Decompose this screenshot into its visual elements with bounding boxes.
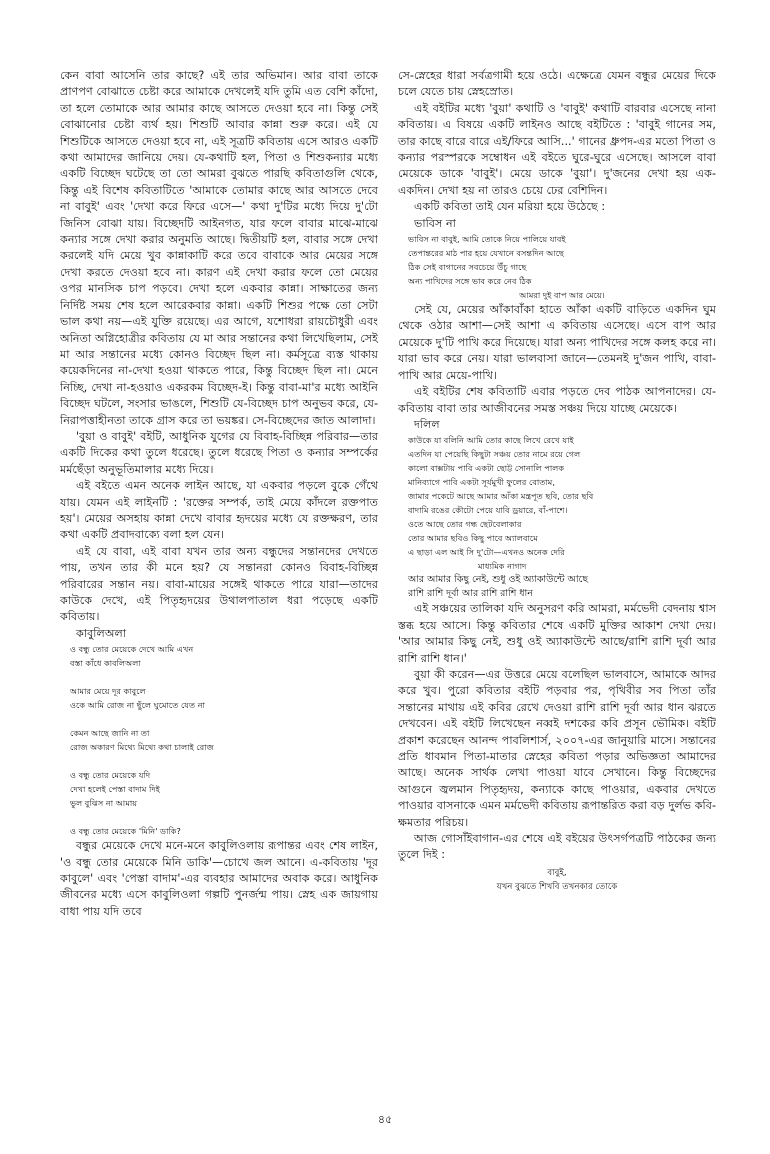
- poem-line: ওতে আছে তোর গন্ধ ছেটবেলাকার: [408, 519, 522, 530]
- paragraph: সে-স্নেহের ধারা সর্বত্রগামী হয়ে ওঠে। এক্ষেত্রে যেমন বন্ধুর মেয়ের দিকে চলে যেতে চায় স্নেহস্রোত।: [398, 69, 716, 99]
- poem-line: ওকে আমি রোজ না ছুঁলে ঘুমোতে যেত না: [70, 700, 205, 711]
- poem-line: আর আমার কিছু নেই, শুধু ওই অ্যাকাউন্টে আছে: [408, 574, 588, 586]
- poem-line: রোজ অকারণ মিথ্যে মিথ্যে কথা চালাই রোজ: [70, 742, 214, 753]
- page-number: ৪৫: [377, 1113, 393, 1126]
- dedication-line: বাবুই,: [547, 867, 567, 878]
- book-page: [60, 68, 716, 1108]
- poem-line: বস্তা কাঁধে কাবলিঅলা: [70, 658, 141, 669]
- poem-line: আমার মেয়ে দূর কাবুলে: [70, 686, 146, 697]
- poem-line: তেপান্তরের মাঠ পার হয়ে যেখানে বসন্তদিন আছে: [408, 248, 565, 259]
- left-column: [60, 68, 378, 1108]
- poem-line: রাশি রাশি দূর্বা আর রাশি রাশি ধান: [408, 588, 533, 600]
- poem-line: আমরা দুই বাপ আর মেয়ে।: [519, 290, 605, 301]
- poem-line: কালো বাক্সটায় পাবি একটা ছোট্ট সোনালি পালক: [408, 463, 565, 474]
- poem-title: কাবুলিঅলা: [76, 626, 127, 640]
- poem-line: মানিব্যাগে পাবি একটা সূর্যমুখী ফুলের বোতাম,: [408, 477, 555, 488]
- paragraph: এই বইটির মধ্যে 'বুয়া' কথাটি ও 'বাবুই' কথাটি বারবার এসেছে নানা কবিতায়। এ বিষয়ে একটি লাইনও আছে বইটিতে : 'বাবুই গানের সম, তার কাছে বারে বারে এই/ফিরে আসি...' গানের ধ্রুপদ-এর মতো পিতা ও কন্যার পরস্পরকে সম্বোধন এই বইতে ঘুরে-ঘুরে এসেছে। আসলে বাবা মেয়েকে ডাকে 'বাবুই'। মেয়ে ডাকে 'বুয়া'। দু'জনের দেখা হয় এক-একদিন। দেখা হয় না তারও চেয়ে ঢের বেশিদিন।: [398, 101, 716, 197]
- paragraph: কেন বাবা আসেনি তার কাছে? এই তার অভিমান। আর বাবা তাকে প্রাণপণ বোঝাতে চেষ্টা করে আমাকে দেখলেই যদি তুমি এত বেশি কাঁদো, তা হলে তোমাকে আর আমার কাছে আসতে দেওয়া হবে না। কিন্তু সেই বোঝানোর চেষ্টা ব্যর্থ হয়। শিশুটি আবার কান্না শুরু করে। এই যে শিশুটিকে আসতে দেওয়া হবে না, এই সূত্রটি কবিতায় এসে আরও একটি কথা আমাদের জানিয়ে দেয়। যে-কথাটি হল, পিতা ও শিশুকন্যার মধ্যে একটি বিচ্ছেদ ঘটেছে তা তো আমরা বুঝতে পারছি কবিতাগুলি থেকে, কিন্তু এই বিশেষ কবিতাটিতে 'আমাকে তোমার কাছে আর আসতে দেবে না বাবুই' এবং 'দেখা করে ফিরে এসে—' কথা দু'টির মধ্যে দিয়ে দু'টো জিনিস বোঝা যায়। বিচ্ছেদটি আইনগত, যার ফলে বাবার মাঝে-মাঝে কন্যার সঙ্গে দেখা করার অনুমতি আছে। দ্বিতীয়টি হল, বাবার সঙ্গে দেখা করলেই যদি মেয়ে খুব কান্নাকাটি করে তবে বাবাকে আর মেয়ের সঙ্গে দেখা করতে দেওয়া হবে না। কারণ এই দেখা করার ফলে তো মেয়ের ওপর মানসিক চাপ পড়বে। দেখা হলে একবার কান্না। সাক্ষাতের জন্য নির্দিষ্ট সময় শেষ হলে আরেকবার কান্না। একটি শিশুর পক্ষে তো সেটা ভাল কথা নয়—এই যুক্তি রয়েছে। এর আগে, যশোধরা রায়চৌধুরী এবং অনিতা অগ্নিহোত্রীর কবিতায় যে মা আর সন্তানের কথা লিখেছিলাম, সেই মা আর সন্তানের মধ্যে কোনও বিচ্ছেদ ছিল না। কর্মসূত্রে ব্যস্ত থাকায় কয়েকদিনের না-দেখা হওয়া থাকতে পারে, কিন্তু বিচ্ছেদ ছিল না। মেনে নিচ্ছি, দেখা না-হওয়াও একরকম বিচ্ছেদ-ই। কিন্তু বাবা-মা'র মধ্যে আইনি বিচ্ছেদ ঘটলে, সংসার ভাঙলে, শিশুটি যে-বিচ্ছেদ চাপ অনুভব করে, যে-নিরাপত্তাহীনতা তাকে গ্রাস করে তা ভয়ঙ্কর। সে-বিচ্ছেদের জাত আলাদা।: [60, 69, 378, 427]
- poem-line: বাদামি রঙের কৌটো পেয়ে যাবি ড্রয়ারে, বাঁ-পাশে।: [408, 505, 568, 516]
- paragraph: এই সঞ্চয়ের তালিকা যদি অনুসরণ করি আমরা, মর্মভেদী বেদনায় শ্বাস স্তব্ধ হয়ে আসে। কিন্তু কবিতার শেষে একটি মুক্তির আকাশ দেখা দেয়। 'আর আমার কিছু নেই, শুধু ওই অ্যাকাউন্টে আছে/রাশি রাশি দূর্বা আর রাশি রাশি ধান।': [398, 602, 716, 665]
- poem-line: ও বন্ধু তোর মেয়েকে যদি: [70, 770, 151, 781]
- poem-title: ভাবিস না: [414, 216, 456, 230]
- poem-line: ভুল বুঝিস না আমায়: [70, 798, 138, 809]
- poem-line: মাধ্যমিক নাগাদ: [478, 561, 527, 572]
- dedication: [398, 866, 716, 894]
- poem-line: ভাবিস না বাবুই, আমি তোকে নিয়ে পালিয়ে যাবই: [408, 234, 566, 245]
- poem-line: এতদিন যা পেয়েছি কিছুটা সঞ্চয় তোর নামে রয়ে গেল: [408, 449, 581, 460]
- poem-line: কাউকে যা বলিনি আমি তোর কাছে লিখে রেখে যাই: [408, 435, 574, 446]
- poem-line: ঠিক সেই বাগানের সবচেয়ে উঁচু গাছে: [408, 262, 527, 273]
- poem-line: ও বন্ধু তোর মেয়েকে 'মিনি' ডাকি?: [70, 826, 181, 837]
- poem-line: এ ছাড়া এল আই সি দু'টো—এখনও অনেক দেরি: [408, 547, 565, 558]
- poem-line: দেখা হলেই পেস্তা বাদাম দিই: [70, 784, 160, 795]
- paragraph: বুয়া কী করেন—এর উত্তরে মেয়ে বলেছিল ভালবাসে, আমাকে আদর করে খুব। পুরো কবিতার বইটি পড়বার পর, পৃথিবীর সব পিতা তাঁর সন্তানের মাথায় এই কবির রেখে দেওয়া রাশি রাশি দূর্বা আর ধান ঝরতে দেখবেন। এই বইটি লিখেছেন নব্বই দশকের কবি প্রসূন ভৌমিক। বইটি প্রকাশ করেছেন আনন্দ পাবলিশার্স, ২০০৭-এর জানুয়ারি মাসে। সন্তানের প্রতি ধাবমান পিতা-মাতার স্নেহের কবিতা পড়ার অভিজ্ঞতা আমাদের আছে। অনেক সার্থক লেখা পাওয়া যাবে সেখানে। কিন্তু বিচ্ছেদের আগুনে জ্বলমান পিতৃহৃদয়, কন্যাকে কাছে পাওয়ার, একবার দেখতে পাওয়ার বাসনাকে এমন মর্মভেদী কবিতায় রূপান্তরিত করা বড় দুর্লভ কবি-ক্ষমতার পরিচয়।: [398, 667, 716, 829]
- poem-kabuliwala: [70, 642, 378, 838]
- right-column: [398, 68, 716, 1108]
- poem-bhabis-na: [408, 232, 716, 302]
- poem-line: ও বন্ধু তোর মেয়েকে দেখে আমি এখন: [70, 644, 194, 655]
- poem-title: দলিল: [414, 417, 440, 431]
- paragraph: সেই যে, মেয়ের আঁকাবাঁকা হাতে আঁকা একটি বাড়িতে একদিন ঘুম থেকে ওঠার আশা—সেই আশা এ কবিতায় এসেছে। এসে বাপ আর মেয়েকে দু'টি পাখি করে দিয়েছে। যারা অন্য পাখিদের সঙ্গে কলহ করে না। যারা ভাব করে নেয়। যারা ভালবাসা জানে—তেমনই দু'জন পাখি, বাবা-পাখি আর মেয়ে-পাখি।: [398, 303, 716, 382]
- paragraph: এই বইতে এমন অনেক লাইন আছে, যা একবার পড়লে বুকে গেঁথে যায়। যেমন এই লাইনটি : 'রক্তের সম্পর্ক, তাই মেয়ে কাঁদলে রক্তপাত হয়'। মেয়ের অসহায় কান্না দেখে বাবার হৃদয়ের মধ্যে যে রক্তক্ষরণ, তার কথা একটি প্রবাদবাক্যে বলা হল যেন।: [60, 479, 378, 542]
- poem-line: অন্য পাখিদের সঙ্গে ভাব করে নেব ঠিক: [408, 276, 532, 287]
- paragraph: আজ গোসাঁইবাগান-এর শেষে এই বইয়ের উৎসর্গপত্রটি পাঠকের জন্য তুলে দিই :: [398, 832, 716, 862]
- paragraph: এই যে বাবা, এই বাবা যখন তার অন্য বন্ধুদের সন্তানদের দেখতে পায়, তখন তার কী মনে হয়? যে সন্তানরা কোনও বিবাহ-বিচ্ছিন্ন পরিবারের সন্তান নয়। বাবা-মায়ের সঙ্গেই থাকতে পারে যারা—তাদের কাউকে দেখে, এই পিতৃহৃদয়ের উথালপাতাল ধরা পড়েছে একটি কবিতায়।: [60, 544, 378, 624]
- poem-dolil: [408, 433, 716, 601]
- paragraph: এই বইটির শেষ কবিতাটি এবার পড়তে দেব পাঠক আপনাদের। যে-কবিতায় বাবা তার আজীবনের সমস্ত সঞ্চয় দিয়ে যাচ্ছে মেয়েকে।: [398, 385, 716, 415]
- paragraph: 'বুয়া ও বাবুই' বইটি, আধুনিক যুগের যে বিবাহ-বিচ্ছিন্ন পরিবার—তার একটি দিকের কথা তুলে ধরেছে। তুলে ধরেছে পিতা ও কন্যার সম্পর্কের মর্মছেঁড়া অনুভূতিমালার মধ্যে দিয়ে।: [60, 429, 378, 476]
- paragraph: বন্ধুর মেয়েকে দেখে মনে-মনে কাবুলিওলায় রূপান্তর এবং শেষ লাইন, 'ও বন্ধু তোর মেয়েকে মিনি ডাকি'—চোখে জল আনে। এ-কবিতায় 'দূর কাবুলে' এবং 'পেস্তা বাদাম'-এর ব্যবহার আমাদের অবাক করে। আধুনিক জীবনের মধ্যে এসে কাবুলিওলা গল্পটি পুনর্জন্ম পায়। স্নেহ এক জায়গায় বাধা পায় যদি তবে: [60, 839, 378, 918]
- paragraph: একটি কবিতা তাই যেন মরিয়া হয়ে উঠেছে :: [414, 200, 606, 214]
- poem-line: তোর আমার ছবিও কিছু পাবে অ্যালবামে: [408, 533, 538, 544]
- poem-line: কেমন আছে জানি না তা: [70, 728, 150, 739]
- dedication-line: যখন বুঝতে শিখবি তখনকার তোকে: [496, 881, 618, 892]
- poem-line: জামার পকেটে আছে আমার আঁকা মন্ত্রপূত ছবি, তোর ছবি: [408, 491, 594, 502]
